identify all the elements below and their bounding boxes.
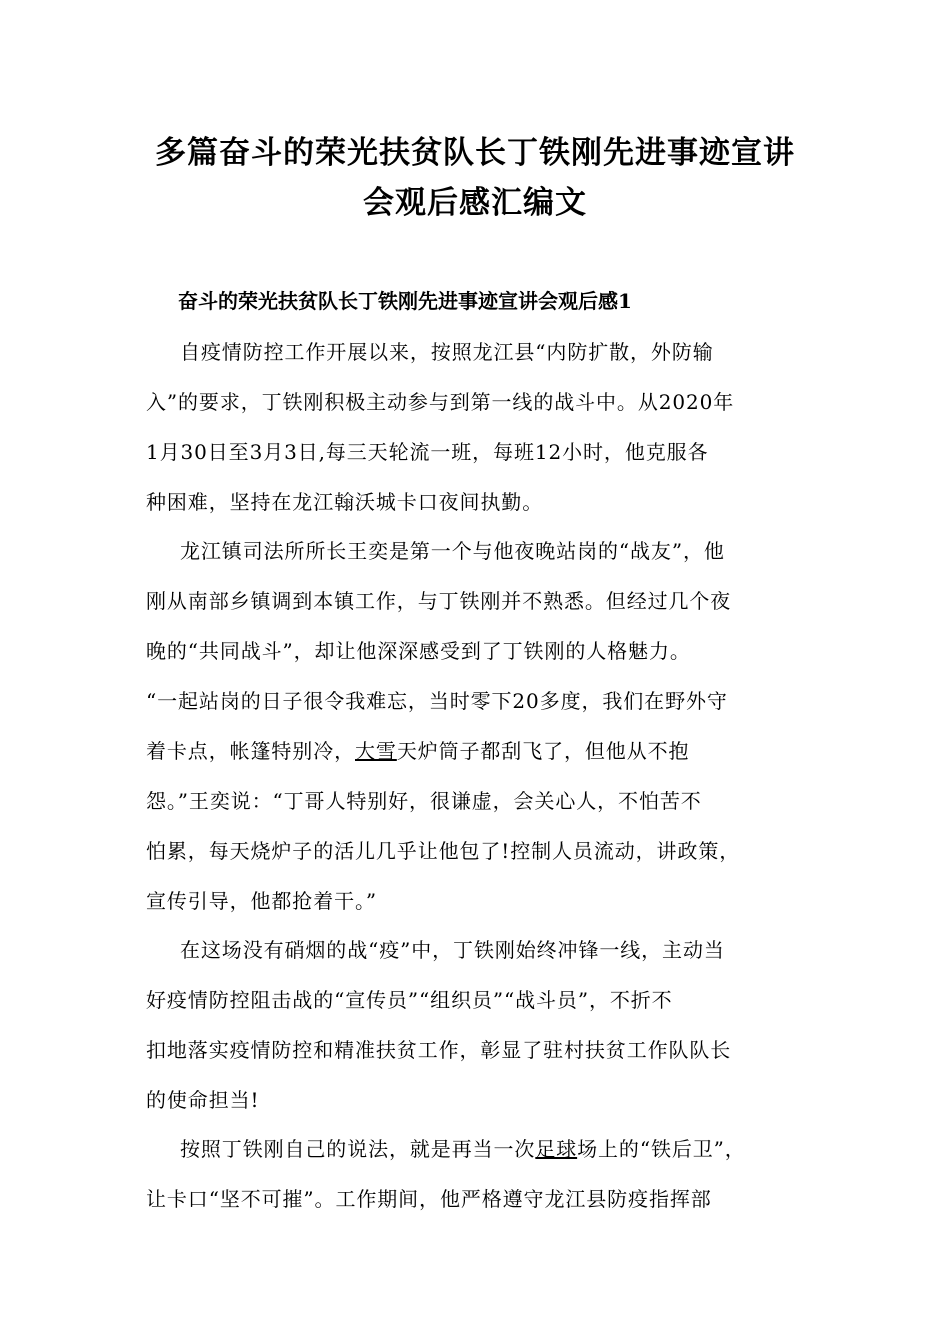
paragraph-line: 好疫情防控阻击战的“宣传员”“组织员”“战斗员”，不折不 (146, 988, 673, 1012)
section-heading: 奋斗的荣光扶贫队长丁铁刚先进事迹宣讲会观后感1 (178, 289, 632, 313)
text-run: 着卡点，帐篷特别冷， (146, 739, 355, 763)
paragraph-line: 让卡口“坚不可摧”。工作期间，他严格遵守龙江县防疫指挥部 (146, 1187, 712, 1211)
paragraph-line: 在这场没有硝烟的战“疫”中，丁铁刚始终冲锋一线，主动当 (180, 938, 725, 962)
paragraph-line: 晚的“共同战斗”，却让他深深感受到了丁铁刚的人格魅力。 (146, 639, 691, 663)
underlined-text: 大雪 (355, 739, 397, 763)
paragraph-line: 自疫情防控工作开展以来，按照龙江县“内防扩散，外防输 (180, 340, 714, 364)
paragraph-line: 种困难，坚持在龙江翰沃城卡口夜间执勤。 (146, 490, 544, 514)
paragraph-line (146, 736, 689, 766)
paragraph-line: “一起站岗的日子很令我难忘，当时零下20多度，我们在野外守 (146, 689, 728, 713)
text-run: 场上的“铁后卫”， (577, 1137, 746, 1161)
paragraph-line: 的使命担当! (146, 1088, 260, 1112)
paragraph-line: 1月30日至3月3日,每三天轮流一班，每班12小时，他克服各 (146, 440, 709, 464)
paragraph-line: 扣地落实疫情防控和精准扶贫工作，彰显了驻村扶贫工作队队长 (146, 1038, 732, 1062)
title-line-1: 多篇奋斗的荣光扶贫队长丁铁刚先进事迹宣讲 (155, 135, 795, 171)
paragraph-line: 宣传引导，他都抢着干。” (146, 889, 378, 913)
paragraph-line: 怕累，每天烧炉子的活儿几乎让他包了!控制人员流动，讲政策， (146, 839, 741, 863)
title-line-2: 会观后感汇编文 (363, 185, 587, 221)
paragraph-line: 入”的要求，丁铁刚积极主动参与到第一线的战斗中。从2020年 (146, 390, 735, 414)
paragraph-line: 怨。”王奕说：“丁哥人特别好，很谦虚，会关心人，不怕苦不 (146, 789, 702, 813)
paragraph-line: 刚从南部乡镇调到本镇工作，与丁铁刚并不熟悉。但经过几个夜 (146, 589, 732, 613)
text-run: 按照丁铁刚自己的说法，就是再当一次 (180, 1137, 536, 1161)
underlined-text: 足球 (535, 1137, 578, 1161)
document-title (120, 128, 830, 228)
paragraph-line (180, 1134, 746, 1164)
paragraph-line: 龙江镇司法所所长王奕是第一个与他夜晚站岗的“战友”，他 (180, 539, 725, 563)
text-run: 天炉筒子都刮飞了，但他从不抱 (396, 739, 690, 763)
